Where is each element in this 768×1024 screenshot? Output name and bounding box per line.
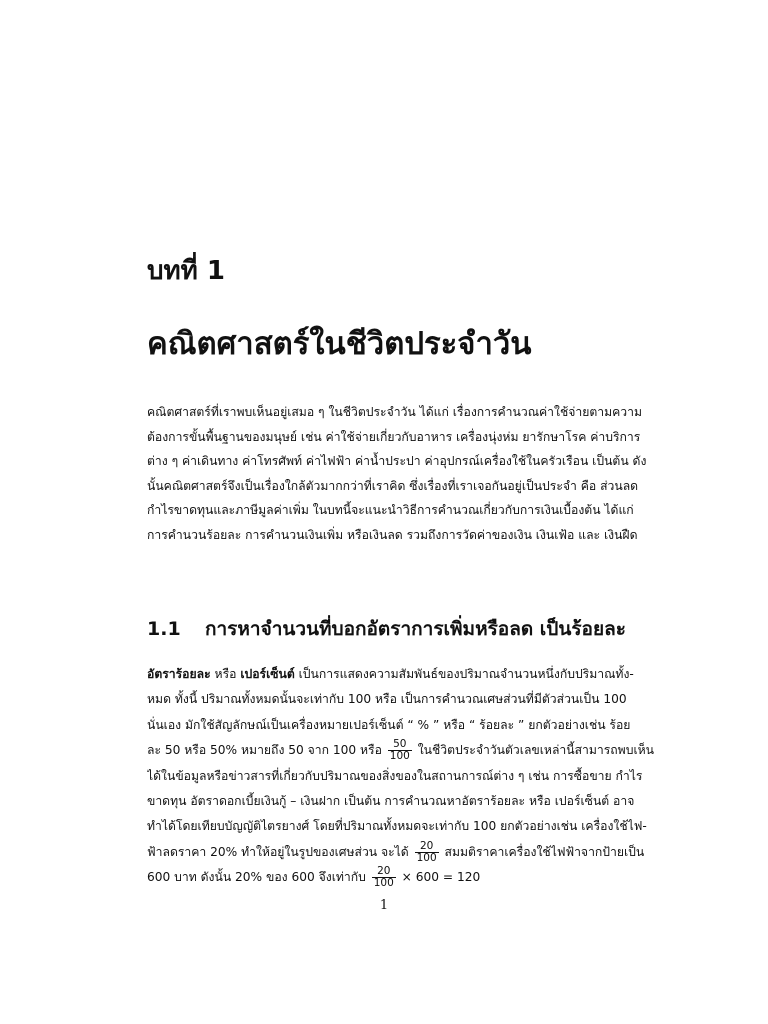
body-text: หรือ <box>210 667 241 681</box>
body-text: เป็นการแสดงความสัมพันธ์ของปริมาณจำนวนหนึ่งกับปริมาณทั้ง- <box>294 667 634 681</box>
chapter-label: บทที่ 1 <box>147 256 225 286</box>
body-line: ทำได้โดยเทียบบัญญัติไตรยางศ์ โดยที่ปริมาณทั้งหมดจะเท่ากับ 100 ยกตัวอย่างเช่น เครื่องใช้ไฟ- <box>147 819 647 834</box>
body-text: × 600 = 120 <box>397 870 481 885</box>
term-percentage-rate: อัตราร้อยละ <box>147 667 211 681</box>
body-line: ได้ในข้อมูลหรือข่าวสารที่เกี่ยวกับปริมาณของสิ่งของในสถานการณ์ต่าง ๆ เช่น การซื้อขาย กำไร <box>147 768 643 783</box>
body-text: ในชีวิตประจำวันตัวเลขเหล่านี้สามารถพบเห็น <box>413 743 654 758</box>
section-title: การหาจำนวนที่บอกอัตราการเพิ่มหรือลด เป็นร้อยละ <box>205 618 626 640</box>
section-body-paragraph <box>147 662 659 891</box>
chapter-title: คณิตศาสตร์ในชีวิตประจำวัน <box>147 326 532 362</box>
fraction <box>388 739 412 762</box>
body-line: หมด ทั้งนี้ ปริมาณทั้งหมดนั้นจะเท่ากับ 100 หรือ เป็นการคำนวณเศษส่วนที่มีตัวส่วนเป็น 100 <box>147 692 627 707</box>
fraction <box>415 841 439 864</box>
fraction-denominator: 100 <box>416 851 437 864</box>
body-text: 600 บาท ดังนั้น 20% ของ 600 จึงเท่ากับ <box>147 870 370 885</box>
body-line <box>147 865 659 890</box>
intro-paragraph <box>147 400 659 547</box>
body-line: ขาดทุน อัตราดอกเบี้ยเงินกู้ – เงินฝาก เป็นต้น การคำนวณหาอัตราร้อยละ หรือ เปอร์เซ็นต์ อาจ <box>147 794 635 809</box>
body-line <box>147 840 659 865</box>
fraction <box>372 866 396 889</box>
body-line: นั่นเอง มักใช้สัญลักษณ์เป็นเครื่องหมายเปอร์เซ็นต์ “ % ” หรือ “ ร้อยละ ” ยกตัวอย่างเช่น ร้อย <box>147 717 631 732</box>
section-heading <box>147 614 626 644</box>
fraction-denominator: 100 <box>389 750 410 763</box>
section-number: 1.1 <box>147 618 181 640</box>
page-number: 1 <box>379 898 389 913</box>
body-line <box>147 662 659 687</box>
body-text: ฟ้าลดราคา 20% ทำให้อยู่ในรูปของเศษส่วน จะได้ <box>147 844 413 859</box>
body-text: สมมติราคาเครื่องใช้ไฟฟ้าจากป้ายเป็น <box>440 844 645 859</box>
term-percent: เปอร์เซ็นต์ <box>240 667 295 681</box>
intro-line: กำไรขาดทุนและภาษีมูลค่าเพิ่ม ในบทนี้จะแนะนำวิธีการคำนวณเกี่ยวกับการเงินเบื้องต้น ได้แก่ <box>147 503 634 517</box>
intro-line: ต้องการขั้นพื้นฐานของมนุษย์ เช่น ค่าใช้จ่ายเกี่ยวกับอาหาร เครื่องนุ่งห่ม ยารักษาโรค ค่าบริการ <box>147 429 641 444</box>
intro-line: คณิตศาสตร์ที่เราพบเห็นอยู่เสมอ ๆ ในชีวิตประจำวัน ได้แก่ เรื่องการคำนวณค่าใช้จ่ายตามความ <box>147 405 643 419</box>
body-line <box>147 738 659 763</box>
intro-line: ต่าง ๆ ค่าเดินทาง ค่าโทรศัพท์ ค่าไฟฟ้า ค่าน้ำประปา ค่าอุปกรณ์เครื่องใช้ในครัวเรือน เป็นต้น ดัง <box>147 454 647 468</box>
fraction-denominator: 100 <box>373 877 394 890</box>
fraction-numerator: 50 <box>388 739 412 751</box>
intro-line: นั้นคณิตศาสตร์จึงเป็นเรื่องใกล้ตัวมากกว่าที่เราคิด ซึ่งเรื่องที่เราเจอกันอยู่เป็นประจำ คือ ส่วนลด <box>147 478 639 493</box>
fraction-numerator: 20 <box>372 866 396 878</box>
intro-line: การคำนวนร้อยละ การคำนวนเงินเพิ่ม หรือเงินลด รวมถึงการวัดค่าของเงิน เงินเฟ้อ และ เงินฝืด <box>147 527 638 542</box>
fraction-numerator: 20 <box>415 841 439 853</box>
body-text: ละ 50 หรือ 50% หมายถึง 50 จาก 100 หรือ <box>147 743 386 758</box>
